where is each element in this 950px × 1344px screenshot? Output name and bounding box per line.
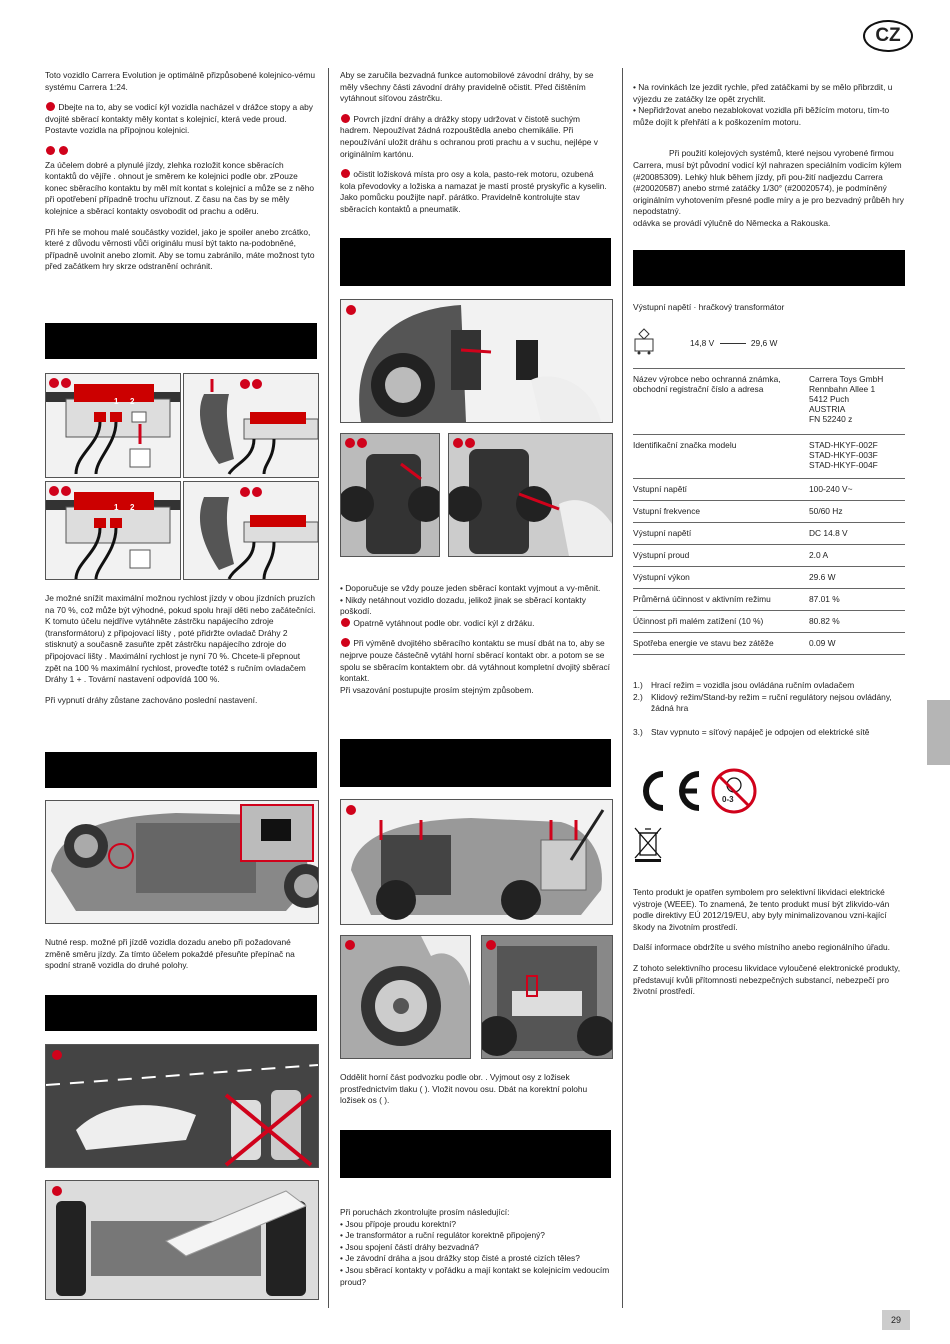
figure-car-underside-switch — [45, 800, 319, 924]
spec-value: 87.01 % — [809, 589, 905, 611]
figure-connect-1 — [45, 373, 181, 478]
bearing-cleaning-text: očistit ložisková místa pro osy a kola, pasto-rek motoru, ozubená kola převodovky a ložiska a namazat je mastí prosté pryskyřic a kyselin. Jako pomůcku použijte např. párátko. Pravidelně kontrolujte stav sběracích kontaktů a pneumatik. — [340, 169, 607, 214]
page-number-box — [882, 1310, 910, 1330]
braid-tips-list — [340, 583, 611, 618]
speed-reduction-text: Je možné snížit maximální možnou rychlost jízdy v obou jízdních pruzích na 70 %, což může být výhodné, pokud spolu hrají děti nebo začátečníci. K tomuto účelu nejdříve vytáhněte zástrčku napájecího zdroje (transformátoru) z připojovací lišty , poté přidržte ovladač Dráhy 2 stisknutý a současně zasuňte zpět zástrčku napájecího zdroje do připojovací lišty . Maximální rychlost je nyní 70 %. Chcete-li přepnout zpět na 100 % maximální rychlost, proveďte totéž s ručním ovladačem Dráhy 1 + . Tovární nastavení odpovídá 100 %. — [45, 593, 316, 685]
list-item: • Je závodní dráha a jsou drážky stop čisté a prosté cizích těles? — [340, 1253, 580, 1264]
output-voltage: 14,8 V — [690, 338, 715, 348]
section-bar — [340, 739, 611, 787]
age-restriction-symbol — [710, 767, 758, 815]
spec-key: Název výrobce nebo ochranná známka, obchodní registrační číslo a adresa — [633, 369, 809, 435]
list-item: • Je transformátor a ruční regulátor korektně připojený? — [340, 1230, 545, 1241]
controller-illustration — [184, 374, 318, 477]
weee-hazard-text: Z tohoto selektivního procesu likvidace vyloučené elektronické produkty, představují kvůli přítomnosti nebezpečných substancí, nebezpečí pro životní prostředí. — [633, 962, 901, 997]
spec-key: Vstupní napětí — [633, 479, 809, 501]
spec-key: Výstupní napětí — [633, 523, 809, 545]
spec-key: Výstupní proud — [633, 545, 809, 567]
figure-connect-3 — [45, 481, 181, 580]
transformer-label: Výstupní napětí · hračkový transformátor — [633, 302, 785, 312]
table-row — [633, 611, 905, 633]
axle-illustration — [341, 936, 470, 1058]
spec-value: 100-240 V~ — [809, 479, 905, 501]
figure-cleaning-track — [45, 1044, 319, 1168]
spec-key: Výstupní výkon — [633, 567, 809, 589]
note-row: 3.) Stav vypnuto = síťový napáječ je odpojen od elektrické sítě — [633, 726, 870, 737]
table-row — [633, 435, 905, 479]
table-row — [633, 633, 905, 655]
spec-table — [633, 368, 905, 655]
spec-value: 0.09 W — [809, 633, 905, 655]
spec-key: Vstupní frekvence — [633, 501, 809, 523]
insertion-text: Při vsazování postupujte prosím stejným způsobem. — [340, 684, 534, 695]
lane-1-label-2: 1 — [114, 503, 119, 512]
note-row: 2.) Klidový režim/Stand-by režim = ruční regulátory nejsou ovládány, žádná hra — [633, 691, 892, 714]
output-power: 29,6 W — [750, 338, 778, 348]
section-bar — [340, 238, 611, 286]
transformer-icon — [633, 327, 655, 355]
keel-removal-text: Opatrně vytáhnout podle obr. vodicí kýl z držáku. — [353, 617, 535, 628]
language-code: CZ — [875, 25, 901, 46]
direction-switch-text: Nutné resp. možné při jízdě vozidla dozadu anebo při požadované změně směru jízdy. Za tímto účelem pokaždé přesuňte přepínač na spodní straně vozidla do druhé polohy. — [45, 937, 295, 971]
driving-tips-list — [633, 82, 905, 128]
list-item: • Jsou přípoje proudu korektní? — [340, 1218, 457, 1229]
note-row: 1.) Hrací režim = vozidla jsou ovládána ručním ovladačem — [633, 680, 855, 690]
age-warning-icon — [710, 767, 758, 815]
section-bar — [45, 752, 317, 788]
track-cleaning-text: Povrch jízdní dráhy a drážky stopy udržovat v čistotě suchým hadrem. Nepoužívat žádná rozpouštědla anebo chemikálie. Při nepoužívání uložit dráhu s ochranou proti prachu a v suchu, nejlépe v originálním kartónu. — [340, 113, 598, 159]
table-row — [633, 369, 905, 435]
figure-chassis — [340, 799, 613, 925]
ce-logo — [633, 770, 703, 812]
table-row — [633, 567, 905, 589]
third-party-tracks-text: Při použití kolejových systémů, které nejsou vyrobené firmou Carrera, musí být původní vodicí kýl nahrazen speciálním vodicím kýlem (#20085309). Lehký hluk během jízdy, při pou-žití nadjezdu Carrera (#20020587) anebo strmé zatáčky 1/30° (#20020574), je podmíněný originálním vyhotovením přesné podle míry a je pro bezvadný průběh hry nepodstatný. — [633, 148, 904, 217]
spec-value: 2.0 A — [809, 545, 905, 567]
crossed-bin-symbol — [633, 825, 663, 863]
lane-1-label: 1 — [114, 397, 119, 406]
spec-key: Identifikační značka modelu — [633, 435, 809, 479]
side-tab — [927, 700, 950, 765]
spec-value: 50/60 Hz — [809, 501, 905, 523]
section-bar — [45, 995, 317, 1031]
spec-value: STAD-HKYF-002F STAD-HKYF-003F STAD-HKYF-004F — [809, 435, 905, 479]
figure-guide-keel — [340, 299, 613, 423]
oiling-illustration — [46, 1181, 318, 1299]
transformer-symbol-icon — [633, 327, 655, 355]
list-item: • Nepřidržovat anebo nezablokovat vozidla při běžícím motoru, tím-to může dojít k přehřátí a k poškozením motoru. — [633, 105, 890, 127]
terminal-illustration-2 — [46, 482, 180, 579]
weee-text: Tento produkt je opatřen symbolem pro selektivní likvidaci elektrické výstroje (WEEE). To znamená, že tento produkt musí být zlikvido-ván podle direktivy EÚ 2012/19/EU, aby byly minimalizovanou vzni-kající škody na životním prostředí. — [633, 887, 890, 932]
ce-mark-icon — [633, 770, 703, 817]
spec-key: Průměrná účinnost v aktivním režimu — [633, 589, 809, 611]
braid-illustration-1 — [341, 434, 439, 556]
list-item: • Jsou spojení částí dráhy bezvadná? — [340, 1241, 479, 1252]
page-number: 29 — [890, 1315, 901, 1325]
table-row — [633, 501, 905, 523]
table-row — [633, 545, 905, 567]
last-setting-text: Při vypnutí dráhy zůstane zachováno poslední nastavení. — [45, 694, 258, 705]
troubleshoot-list — [340, 1219, 611, 1289]
spec-key: Účinnost při malém zatížení (10 %) — [633, 611, 809, 633]
lane-2-label: 2 — [130, 397, 135, 406]
weee-info-text: Další informace obdržíte u svého místního anebo regionálního úřadu. — [633, 942, 890, 953]
lane-2-label-2: 2 — [130, 503, 135, 512]
spec-value: DC 14.8 V — [809, 523, 905, 545]
terminal-illustration — [46, 374, 180, 477]
figure-connect-4 — [183, 481, 319, 580]
figure-connect-2 — [183, 373, 319, 478]
list-item: • Na rovinkách lze jezdit rychle, před zatáčkami by se mělo přibrzdit, u výjezdu ze zatáčky lze opět zrychlit. — [633, 82, 893, 104]
dc-symbol-icon — [720, 343, 746, 344]
weee-bin-icon — [633, 825, 663, 868]
spec-value: 29.6 W — [809, 567, 905, 589]
small-parts-text: Při hře se mohou malé součástky vozidel, jako je spoiler anebo zrcátko, které z důvodu věrnosti vůči originálu musí být takto na-podobněné, případně uvolnit anebo zlomit. Aby se tomu zabránilo, máte možnost tyto před začátkem hry skrze odstranění ochránit. — [45, 226, 315, 272]
section-bar — [340, 1130, 611, 1178]
section-bar — [633, 250, 905, 286]
track-placement-text: Dbejte na to, aby se vodicí kýl vozidla nacházel v drážce stopy a aby dvojité sběrací kontakty měly kontat s kolejnicí, která vede proud. Postavte vozidla na přípojnou kolejnici. — [45, 102, 313, 136]
figure-axle — [340, 935, 471, 1059]
figure-braid-2 — [448, 433, 613, 557]
delivery-text: odávka se provádí výlučně do Německa a Rakouska. — [633, 217, 831, 228]
braid-text: Za účelem dobré a plynulé jízdy, zlehka rozložit konce sběracích kontaktů do vějíře . ohnout je směrem ke kolejnici podle obr. zPouze konec sběracího kontaktu by měl mít kontat s kolejnicí a může se z něho při opotřebení případně trochu uříznout. Z času na čas by se měly kolejnice a sběrací kontakty osvobodit od prachu a oděru. — [45, 159, 315, 216]
cleaning-illustration — [46, 1045, 318, 1167]
list-item: • Nikdy netáhnout vozidlo dozadu, jelikož jinak se sběrací kontakty poškodí. — [340, 594, 586, 617]
col1-intro — [45, 70, 317, 282]
double-braid-text: Při výměně dvojitého sběracího kontaktu se musí dbát na to, aby se nejprve pouze částečně vytáhl horní sběrací kontakt obr. a potom se se spolu se sběracím kontaktem obr. dá vytáhnout kompletní dvojitý sběrací kontakt. — [340, 638, 610, 684]
table-row — [633, 523, 905, 545]
guide-keel-illustration — [341, 300, 612, 422]
intro-text: Toto vozidlo Carrera Evolution je optimálně přizpůsobené kolejnico-vému systému Carrera 1:24. — [45, 70, 316, 92]
cleaning-intro-text: Aby se zaručila bezvadná funkce automobilové závodní dráhy, by se měly všechny části závodní dráhy pravidelně očistit. Před čištěním vytáhnout síťovou zástrčku. — [340, 70, 594, 104]
spec-value: 80.82 % — [809, 611, 905, 633]
bearing-illustration — [482, 936, 612, 1058]
braid-illustration-2 — [449, 434, 612, 556]
age-label: 0-3 — [722, 795, 734, 804]
troubleshoot-intro: Při poruchách zkontrolujte prosím následující: — [340, 1207, 510, 1217]
figure-oiling — [45, 1180, 319, 1300]
list-item: • Doporučuje se vždy pouze jeden sběrací kontakt vyjmout a vy-měnit. — [340, 583, 601, 593]
spec-key: Spotřeba energie ve stavu bez zátěže — [633, 633, 809, 655]
table-row — [633, 589, 905, 611]
section-bar — [45, 323, 317, 359]
car-underside-illustration — [46, 801, 318, 923]
spec-value: Carrera Toys GmbH Rennbahn Allee 1 5412 Puch AUSTRIA FN 52240 z — [809, 369, 905, 435]
axle-replace-text: Oddělit horní část podvozku podle obr. . Vyjmout osy z ložisek prostřednictvím tlaku ( ). Vložit novou osu. Dbát na korektní polohu ložisek os ( ). — [340, 1072, 588, 1106]
table-row — [633, 479, 905, 501]
controller-illustration-2 — [184, 482, 318, 579]
list-item: • Jsou sběrací kontakty v pořádku a mají kontakt se kolejnicím vedoucím proud? — [340, 1264, 610, 1287]
language-badge — [863, 20, 913, 52]
figure-braid-1 — [340, 433, 440, 557]
figure-bearing — [481, 935, 613, 1059]
chassis-illustration — [341, 800, 612, 924]
